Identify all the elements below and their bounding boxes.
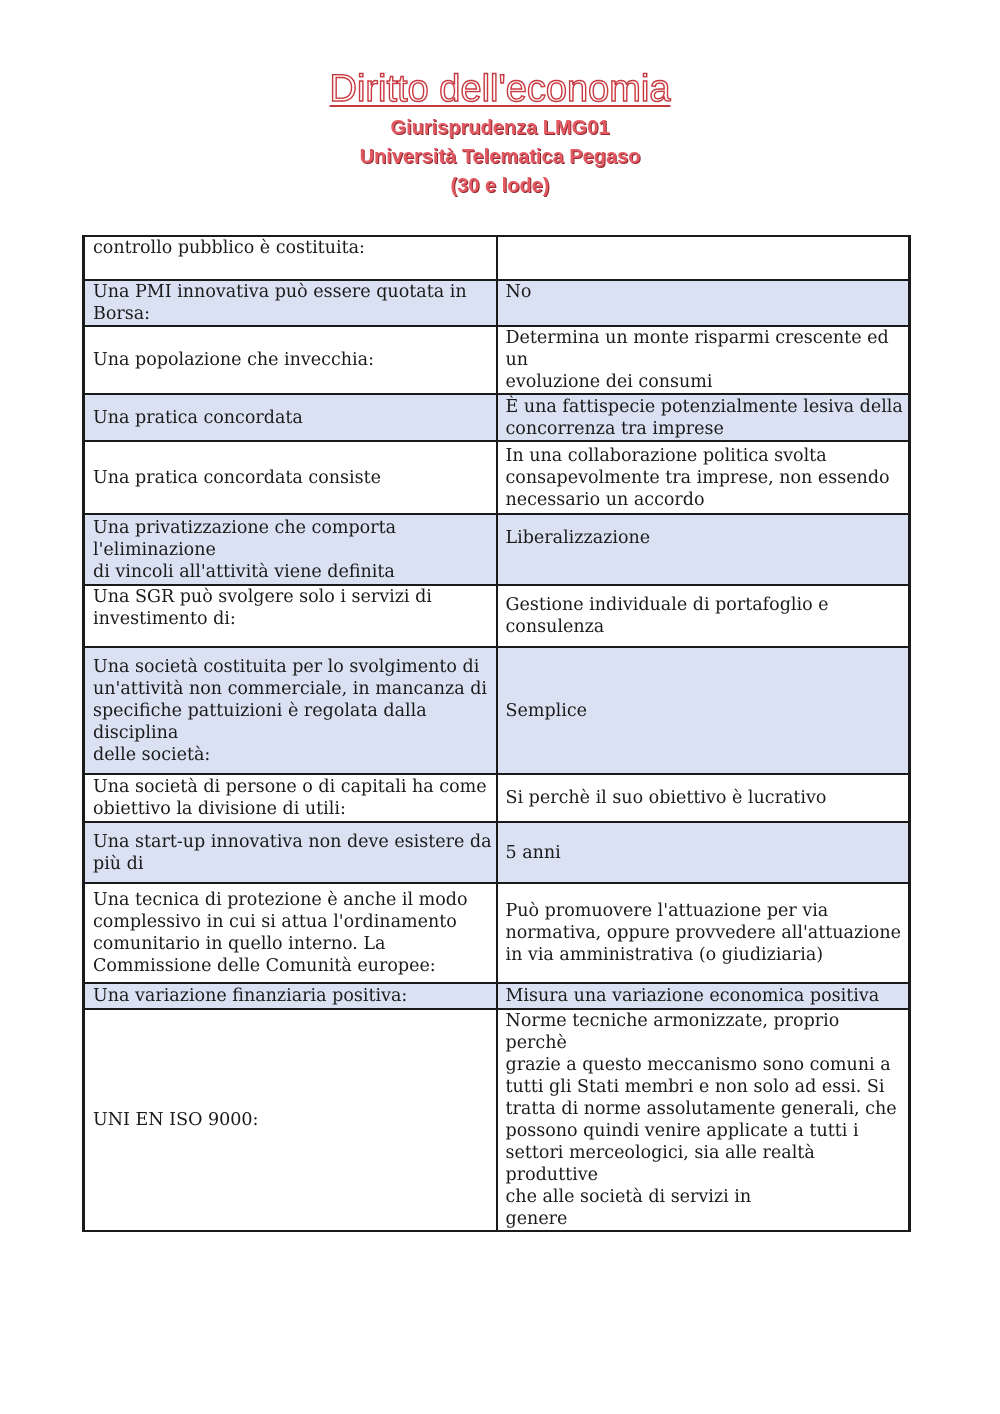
answer-cell: È una fattispecie potenzialmente lesiva della concorrenza tra imprese bbox=[497, 394, 910, 441]
question-cell: Una popolazione che invecchia: bbox=[84, 326, 497, 394]
answer-cell: Si perchè il suo obiettivo è lucrativo bbox=[497, 774, 910, 822]
answer-cell: Gestione individuale di portafoglio e consulenza bbox=[497, 585, 910, 647]
table-row bbox=[84, 647, 910, 774]
question-cell: Una società di persone o di capitali ha come obiettivo la divisione di utili: bbox=[84, 774, 497, 822]
grade-label: (30 e lode) bbox=[450, 175, 550, 197]
question-cell: Una tecnica di protezione è anche il modo complessivo in cui si attua l'ordinamento comunitario in quello interno. La Commissione delle Comunità europee: bbox=[84, 883, 497, 983]
answer-cell: Determina un monte risparmi crescente ed un evoluzione dei consumi bbox=[497, 326, 910, 394]
table-row bbox=[84, 774, 910, 822]
question-cell: Una pratica concordata consiste bbox=[84, 441, 497, 514]
document-title: Diritto dell'economia bbox=[329, 68, 671, 110]
table-row bbox=[84, 822, 910, 883]
question-cell: Una variazione finanziaria positiva: bbox=[84, 983, 497, 1009]
table-row bbox=[84, 1009, 910, 1231]
course-name: Giurisprudenza LMG01 bbox=[390, 117, 610, 139]
question-cell: Una pratica concordata bbox=[84, 394, 497, 441]
answer-cell bbox=[497, 236, 910, 280]
answer-cell: Liberalizzazione bbox=[497, 514, 910, 585]
question-cell: UNI EN ISO 9000: bbox=[84, 1009, 497, 1231]
question-cell: Una SGR può svolgere solo i servizi di investimento di: bbox=[84, 585, 497, 647]
table-row bbox=[84, 514, 910, 585]
university-name: Università Telematica Pegaso bbox=[359, 146, 641, 168]
answer-cell: In una collaborazione politica svolta consapevolmente tra imprese, non essendo necessario un accordo bbox=[497, 441, 910, 514]
question-cell: Una start-up innovativa non deve esistere da più di bbox=[84, 822, 497, 883]
table-row bbox=[84, 280, 910, 326]
answer-cell: Semplice bbox=[497, 647, 910, 774]
question-cell: Una società costituita per lo svolgimento di un'attività non commerciale, in mancanza di specifiche pattuizioni è regolata dalla disciplina delle società: bbox=[84, 647, 497, 774]
table-row bbox=[84, 441, 910, 514]
answer-cell: Norme tecniche armonizzate, proprio perchè grazie a questo meccanismo sono comuni a tutti gli Stati membri e non solo ad essi. Si tratta di norme assolutamente generali, che possono quindi venire applicate a tutti i settori merceologici, sia alle realtà produttive che alle società di servizi in genere bbox=[497, 1009, 910, 1231]
table-row bbox=[84, 394, 910, 441]
answer-cell: Può promuovere l'attuazione per via normativa, oppure provvedere all'attuazione in via amministrativa (o giudiziaria) bbox=[497, 883, 910, 983]
question-cell: Una privatizzazione che comporta l'eliminazione di vincoli all'attività viene definita bbox=[84, 514, 497, 585]
table-row bbox=[84, 983, 910, 1009]
question-cell: Una PMI innovativa può essere quotata in Borsa: bbox=[84, 280, 497, 326]
table-row bbox=[84, 326, 910, 394]
table-row bbox=[84, 883, 910, 983]
document-header bbox=[0, 64, 1000, 201]
answer-cell: Misura una variazione economica positiva bbox=[497, 983, 910, 1009]
answer-cell: No bbox=[497, 280, 910, 326]
qa-table bbox=[82, 235, 911, 1232]
answer-cell: 5 anni bbox=[497, 822, 910, 883]
question-cell: controllo pubblico è costituita: bbox=[84, 236, 497, 280]
table-row bbox=[84, 236, 910, 280]
table-row bbox=[84, 585, 910, 647]
